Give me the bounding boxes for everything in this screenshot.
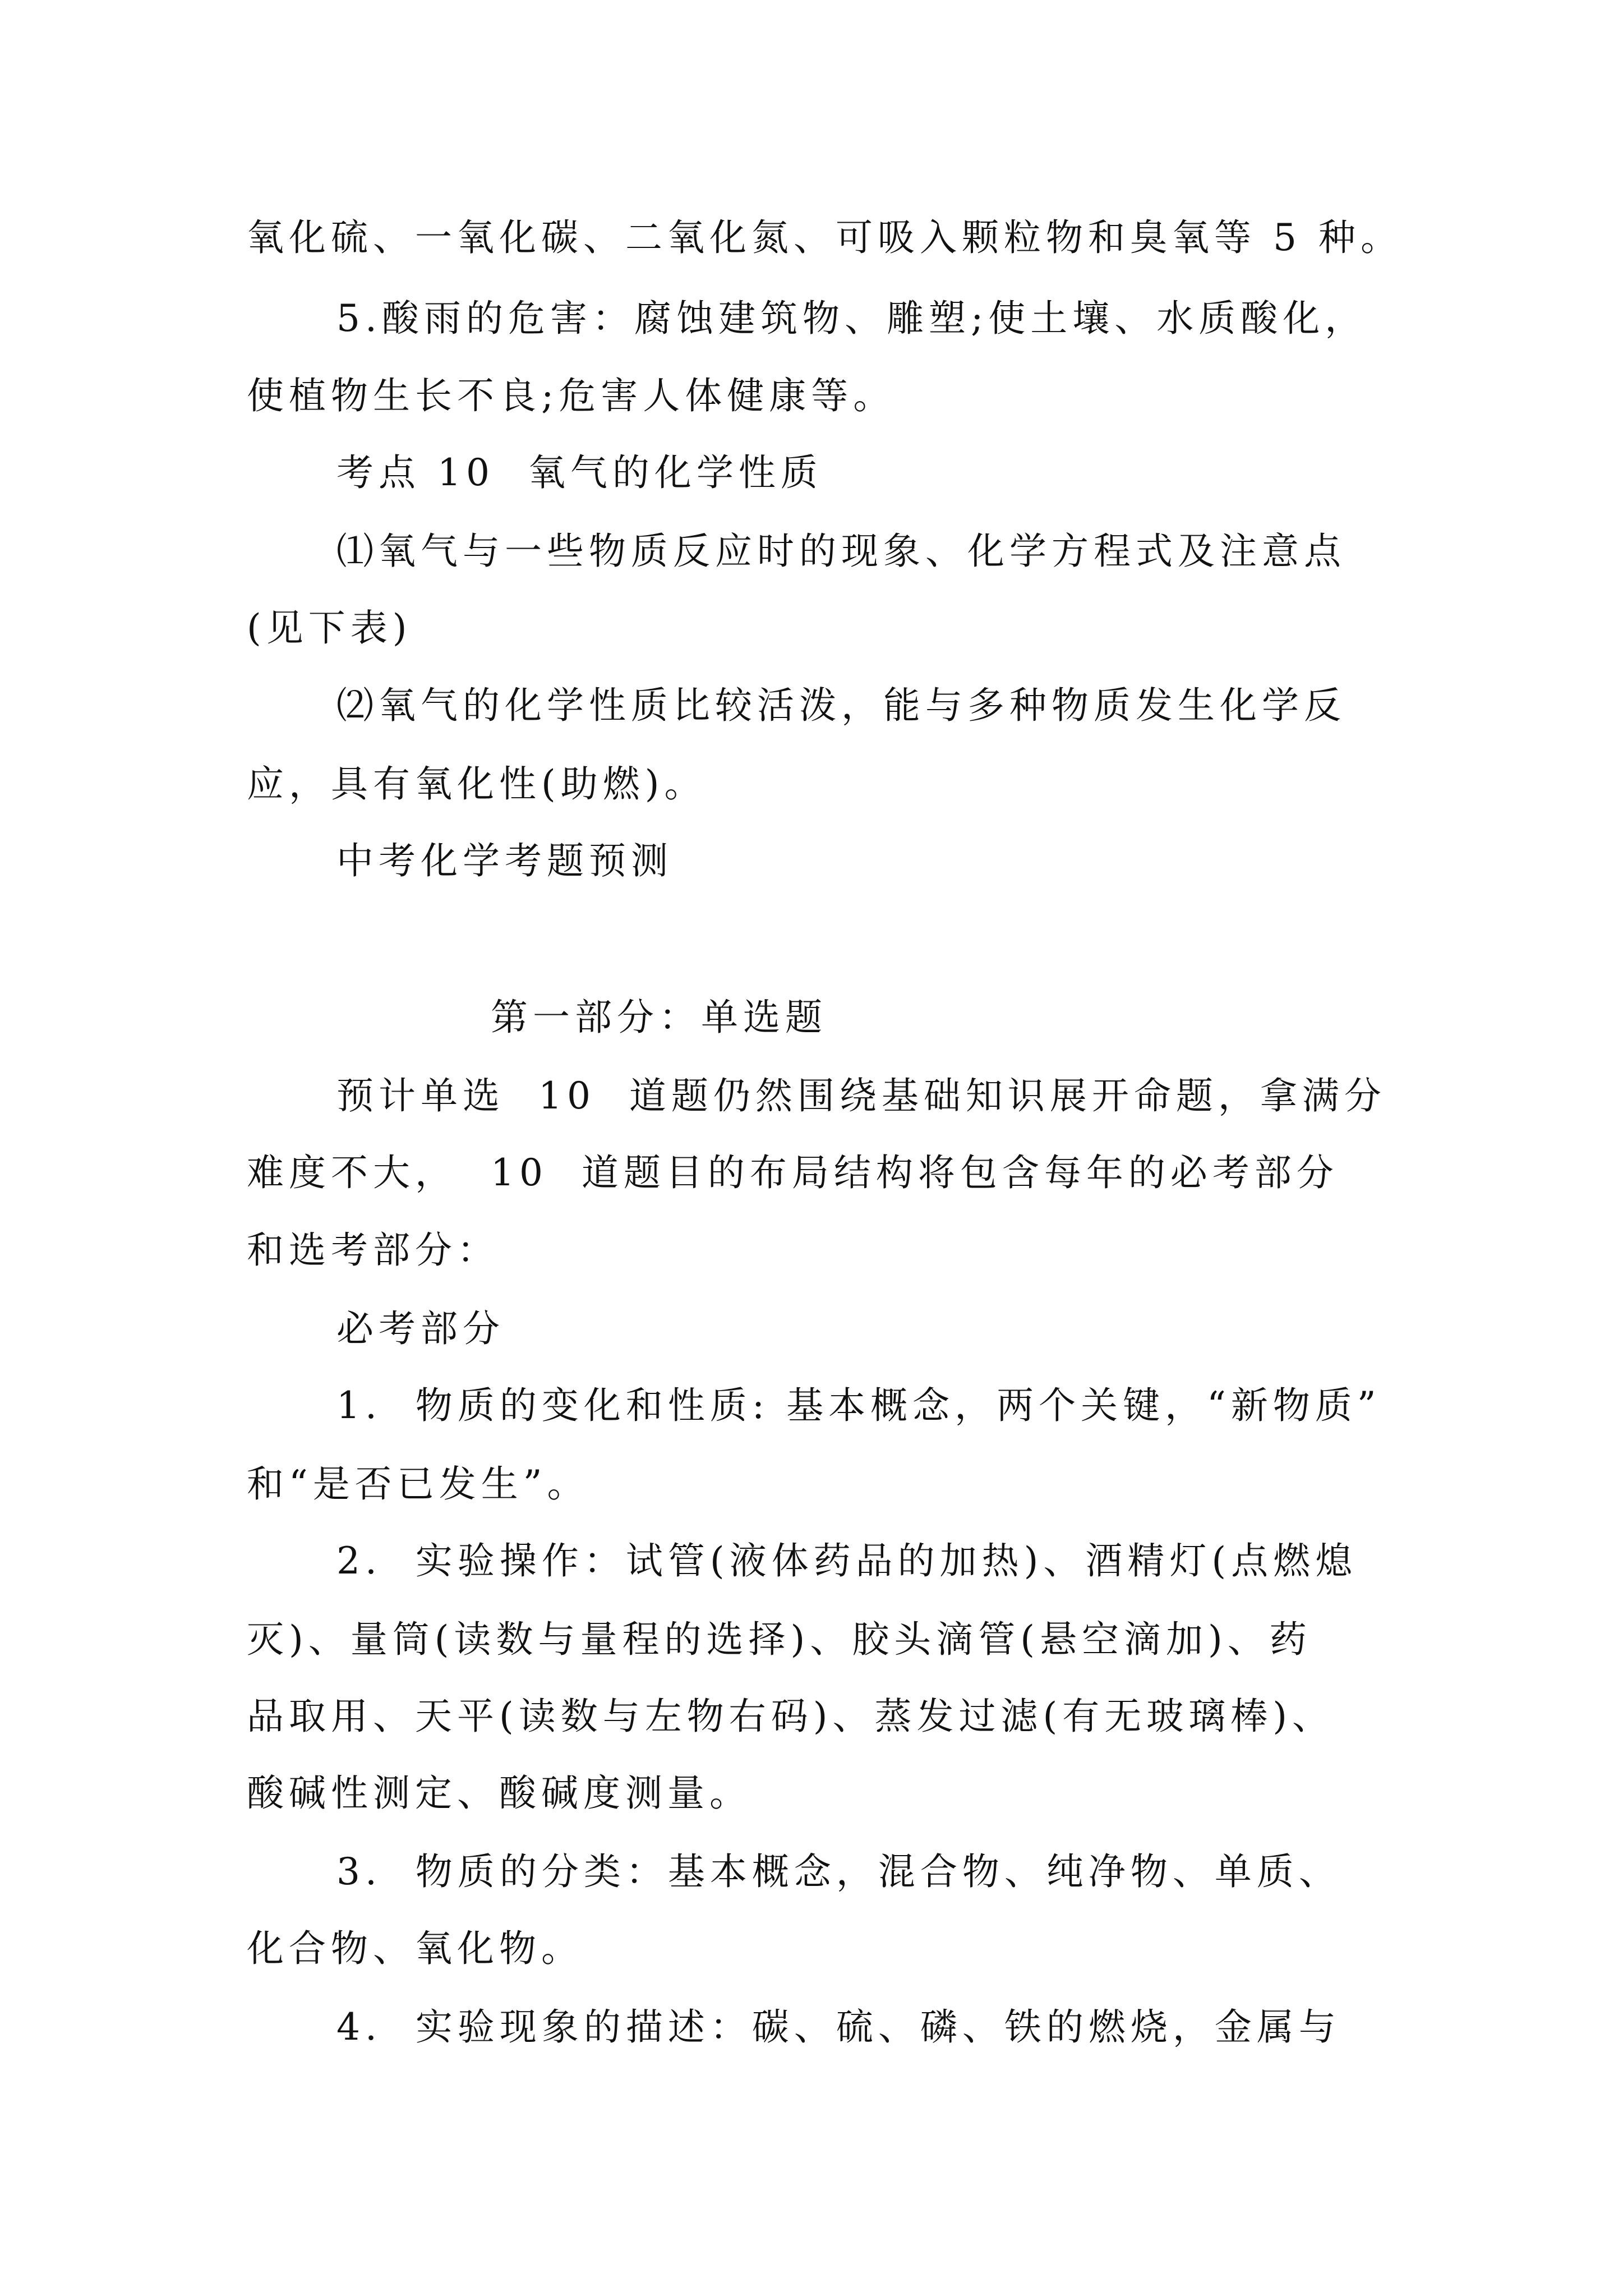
text-line: ⑴氧气与一些物质反应时的现象、化学方程式及注意点 [336,530,1346,573]
text-line: 酸碱性测定、酸碱度测量。 [247,1772,751,1815]
text-line: 氧化硫、一氧化碳、二氧化氮、可吸入颗粒物和臭氧等 5 种。 [247,216,1403,259]
text-line: 1. 物质的变化和性质: 基本概念，两个关键，“新物质” [336,1384,1381,1427]
section-heading: 考点 10 氧气的化学性质 [336,451,823,494]
text-line: 使植物生长不良;危害人体健康等。 [247,374,896,417]
text-line: 4. 实验现象的描述：碳、硫、磷、铁的燃烧，金属与 [336,2005,1341,2049]
section-heading: 中考化学考题预测 [336,839,673,882]
text-line: 品取用、天平(读数与左物右码)、蒸发过滤(有无玻璃棒)、 [247,1695,1334,1738]
text-line: 难度不大， 10 道题目的布局结构将包含每年的必考部分 [247,1151,1339,1194]
text-line: 预计单选 10 道题仍然围绕基础知识展开命题，拿满分 [336,1074,1386,1117]
text-line: (见下表) [247,606,412,650]
text-line: 2. 实验操作：试管(液体药品的加热)、酒精灯(点燃熄 [336,1539,1358,1582]
part-heading: 第一部分：单选题 [491,996,827,1039]
section-heading: 必考部分 [336,1307,505,1350]
text-line: 3. 物质的分类：基本概念，混合物、纯净物、单质、 [336,1850,1341,1893]
text-line: 化合物、氧化物。 [247,1927,583,1970]
text-line: 应，具有氧化性(助燃)。 [247,762,707,806]
text-line: 5.酸雨的危害：腐蚀建筑物、雕塑;使土壤、水质酸化， [336,297,1367,340]
text-line: 灭)、量筒(读数与量程的选择)、胶头滴管(悬空滴加)、药 [247,1618,1312,1661]
text-line: 和选考部分： [247,1228,499,1272]
text-line: 和“是否已发生”。 [247,1462,589,1506]
text-line: ⑵氧气的化学性质比较活泼，能与多种物质发生化学反 [336,684,1346,727]
